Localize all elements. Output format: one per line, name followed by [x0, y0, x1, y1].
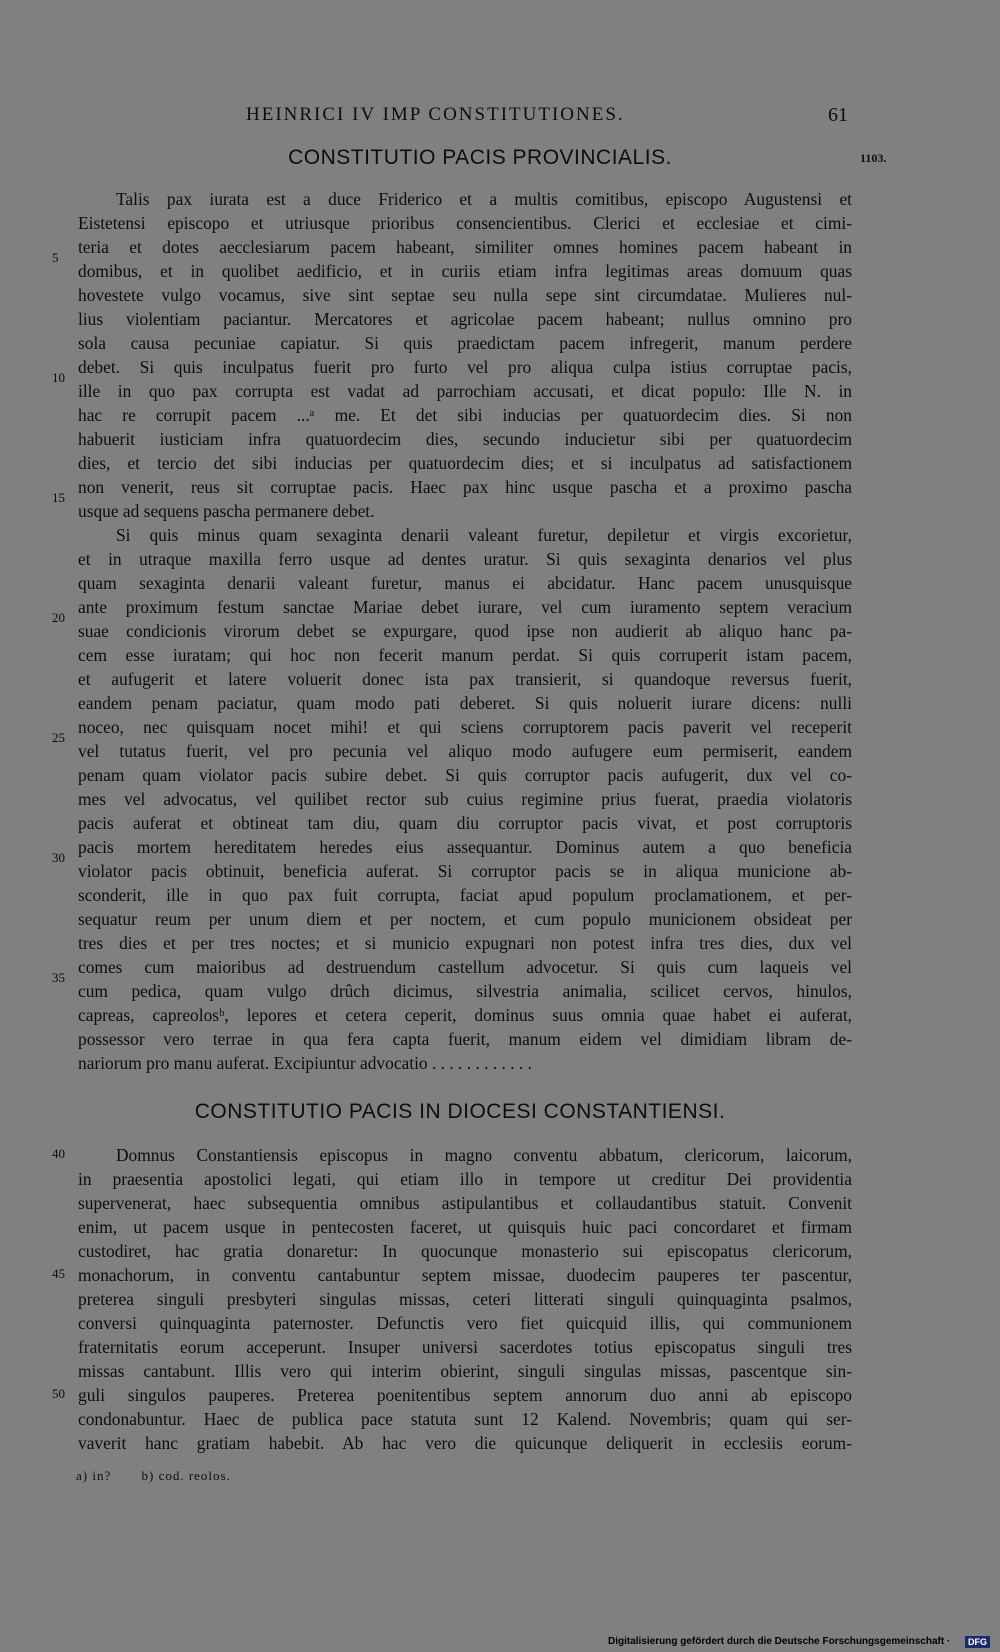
text-line: teria et dotes aecclesiarum pacem habeant, similiter omnes homines pacem habeant in [78, 237, 852, 257]
text-line: vel tutatus fuerit, vel pro pecunia vel aliquo modo aufugere eum permiserit, eandem [78, 741, 852, 761]
section-title-provincialis: CONSTITUTIO PACIS PROVINCIALIS. [288, 146, 672, 169]
line-number: 10 [52, 370, 65, 385]
text-line: condonabuntur. Haec de publica pace statuta sunt 12 Kalend. Novembris; quam qui ser- [78, 1409, 852, 1429]
text-line: vaverit hanc gratiam habebit. Ab hac vero die quicunque deliquerit in ecclesiis eorum- [78, 1433, 852, 1453]
text-line: eandem penam paciatur, quam modo pati deberet. Si quis noluerit iurare dicens: nulli [78, 693, 852, 713]
line-number: 20 [52, 610, 65, 625]
text-line: Talis pax iurata est a duce Friderico et a multis comitibus, episcopo Augustensi et [116, 189, 852, 209]
text-line: cem esse iuratam; qui hoc non fecerit manum perdat. Si quis corruperit istam pacem, [78, 645, 852, 665]
text-line: ille in quo pax corrupta est vadat ad parrochiam accusati, et dicat populo: Ille N. in [78, 381, 852, 401]
line-number: 40 [52, 1146, 65, 1161]
text-line: Si quis minus quam sexaginta denarii valeant furetur, depiletur et virgis excorietur, [116, 525, 852, 545]
text-line: conversi quinquaginta paternoster. Defunctis vero fiet quicquid illis, qui communionem [78, 1313, 852, 1333]
text-line: et in utraque maxilla ferro usque ad dentes uratur. Si quis sexaginta denarios vel plus [78, 549, 852, 569]
text-line: pacis auferat et obtineat tam diu, quam diu corruptor pacis vivat, et post corruptoris [78, 813, 852, 833]
text-line: non venerit, reus sit corruptae pacis. Haec pax hinc usque pascha et a proximo pascha [78, 477, 852, 497]
text-line: fraternitatis eorum acceperunt. Insuper universi sacerdotes totius episcopatus singuli tres [78, 1337, 852, 1357]
line-number: 30 [52, 850, 65, 865]
section-text-provincialis [78, 187, 852, 1075]
text-line: guli singulos pauperes. Preterea poenitentibus septem annorum duo anni ab episcopo [78, 1385, 852, 1405]
text-line: tres dies et per tres noctes; et si municio expugnari non potest infra tres dies, dux vel [78, 933, 852, 953]
line-number: 35 [52, 970, 65, 985]
footnote: a) in? [76, 1468, 112, 1483]
text-line: in praesentia apostolici legati, qui etiam illo in tempore ut creditur Dei providentia [78, 1169, 852, 1189]
text-line: noceo, nec quisquam nocet mihi! et qui sciens corruptorem pacis paverit vel receperit [78, 717, 852, 737]
text-line: possessor vero terrae in qua fera capta fuerit, manum eidem vel dimidiam libram de- [78, 1029, 852, 1049]
digitization-credit: Digitalisierung gefördert durch die Deutsche Forschungsgemeinschaft · [608, 1636, 951, 1647]
text-line: ante proximum festum sanctae Mariae debet iurare, vel cum iuramento septem veracium [78, 597, 852, 617]
text-line: penam quam violator pacis subire debet. Si quis corruptor pacis aufugerit, dux vel co- [78, 765, 852, 785]
year-marginal-note: 1103. [860, 151, 887, 165]
text-line: violator pacis obtinuit, beneficia auferat. Si corruptor pacis se in aliqua municione ab- [78, 861, 852, 881]
text-line: mes vel advocatus, vel quilibet rector sub cuius regimine prius fuerat, praedia violatoris [78, 789, 852, 809]
running-head: HEINRICI IV IMP CONSTITUTIONES. [246, 104, 625, 125]
text-line: habuerit iusticiam infra quatuordecim dies, secundo inducietur sibi per quatuordecim [78, 429, 852, 449]
text-line: domibus, et in quolibet aedificio, et in curiis etiam infra legitimas areas domuum quas [78, 261, 852, 281]
line-number: 25 [52, 730, 65, 745]
text-line: et aufugerit et latere voluerit donec ista pax transierit, si quandoque reversus fuerit, [78, 669, 852, 689]
line-number: 45 [52, 1266, 65, 1281]
text-line: sconderit, ille in quo pax fuit corrupta, faciat apud populum proclamationem, et per- [78, 885, 852, 905]
text-line: suae condicionis virorum debet se expurgare, quod ipse non audierit ab aliquo hanc pa- [78, 621, 852, 641]
text-line: capreas, capreolosᵇ, lepores et cetera ceperit, dominus suus omnia quae habet ei auferat, [78, 1005, 852, 1025]
text-line: Eistetensi episcopo et utriusque prioribus consencientibus. Clerici et ecclesiae et cimi- [78, 213, 852, 233]
text-line: hac re corrupit pacem ...ᵃ me. Et det sibi inducias per quatuordecim dies. Si non [78, 405, 852, 425]
text-line: pacis mortem hereditatem heredes eius assequantur. Dominus autem a quo beneficia [78, 837, 852, 857]
line-number: 50 [52, 1386, 65, 1401]
line-number: 5 [52, 250, 59, 265]
text-line: lius violentiam paciantur. Mercatores et agricolae pacem habeant; nullus omnino pro [78, 309, 852, 329]
footnotes [76, 1468, 257, 1484]
dfg-logo: DFG [965, 1636, 990, 1648]
text-line: supervenerat, haec subsequentia omnibus astipulantibus et collaudantibus statuit. Convenit [78, 1193, 852, 1213]
text-line: sola causa pecuniae capiatur. Si quis praedictam pacem infregerit, manum perdere [78, 333, 852, 353]
text-line: missas cantabunt. Illis vero qui interim obierint, singuli singulas missas, pascentque sin- [78, 1361, 852, 1381]
text-line: nariorum pro manu auferat. Excipiuntur advocatio . . . . . . . . . . . . [78, 1053, 532, 1073]
line-number: 15 [52, 490, 65, 505]
text-line: cum pedica, quam vulgo drûch dicimus, silvestria animalia, scilicet cervos, hinulos, [78, 981, 852, 1001]
text-line: enim, ut pacem usque in pentecosten faceret, ut quisquis huic paci concordaret et firmam [78, 1217, 852, 1237]
section-title-constantiensi: CONSTITUTIO PACIS IN DIOCESI CONSTANTIENSI. [194, 1100, 726, 1123]
text-line: preterea singuli presbyteri singulas missas, ceteri litterati singuli quinquaginta psalmos, [78, 1289, 852, 1309]
section-text-constantiensi [78, 1143, 852, 1455]
text-line: monachorum, in conventu cantabuntur septem missae, duodecim pauperes ter pascentur, [78, 1265, 852, 1285]
page-number: 61 [828, 104, 848, 126]
text-line: debet. Si quis inculpatus fuerit pro furto vel pro aliqua culpa istius corruptae pacis, [78, 357, 852, 377]
text-line: dies, et tercio det sibi inducias per quatuordecim dies; et si inculpatus ad satisfactionem [78, 453, 852, 473]
text-line: custodiret, hac gratia donaretur: In quocunque monasterio sui episcopatus clericorum, [78, 1241, 852, 1261]
text-line: Domnus Constantiensis episcopus in magno conventu abbatum, clericorum, laicorum, [116, 1145, 852, 1165]
footnote: b) cod. reolos. [141, 1468, 231, 1483]
text-line: sequatur reum per unum diem et per noctem, et cum populo municionem obsideat per [78, 909, 852, 929]
text-line: usque ad sequens pascha permanere debet. [78, 501, 375, 521]
text-line: hovestete vulgo vocamus, sive sint septae seu nulla sepe sint circumdatae. Mulieres nul- [78, 285, 852, 305]
text-line: quam sexaginta denarii valeant furetur, manus ei abcidatur. Hanc pacem unusquisque [78, 573, 852, 593]
text-line: comes cum maioribus ad destruendum castellum advocetur. Si quis cum laqueis vel [78, 957, 852, 977]
